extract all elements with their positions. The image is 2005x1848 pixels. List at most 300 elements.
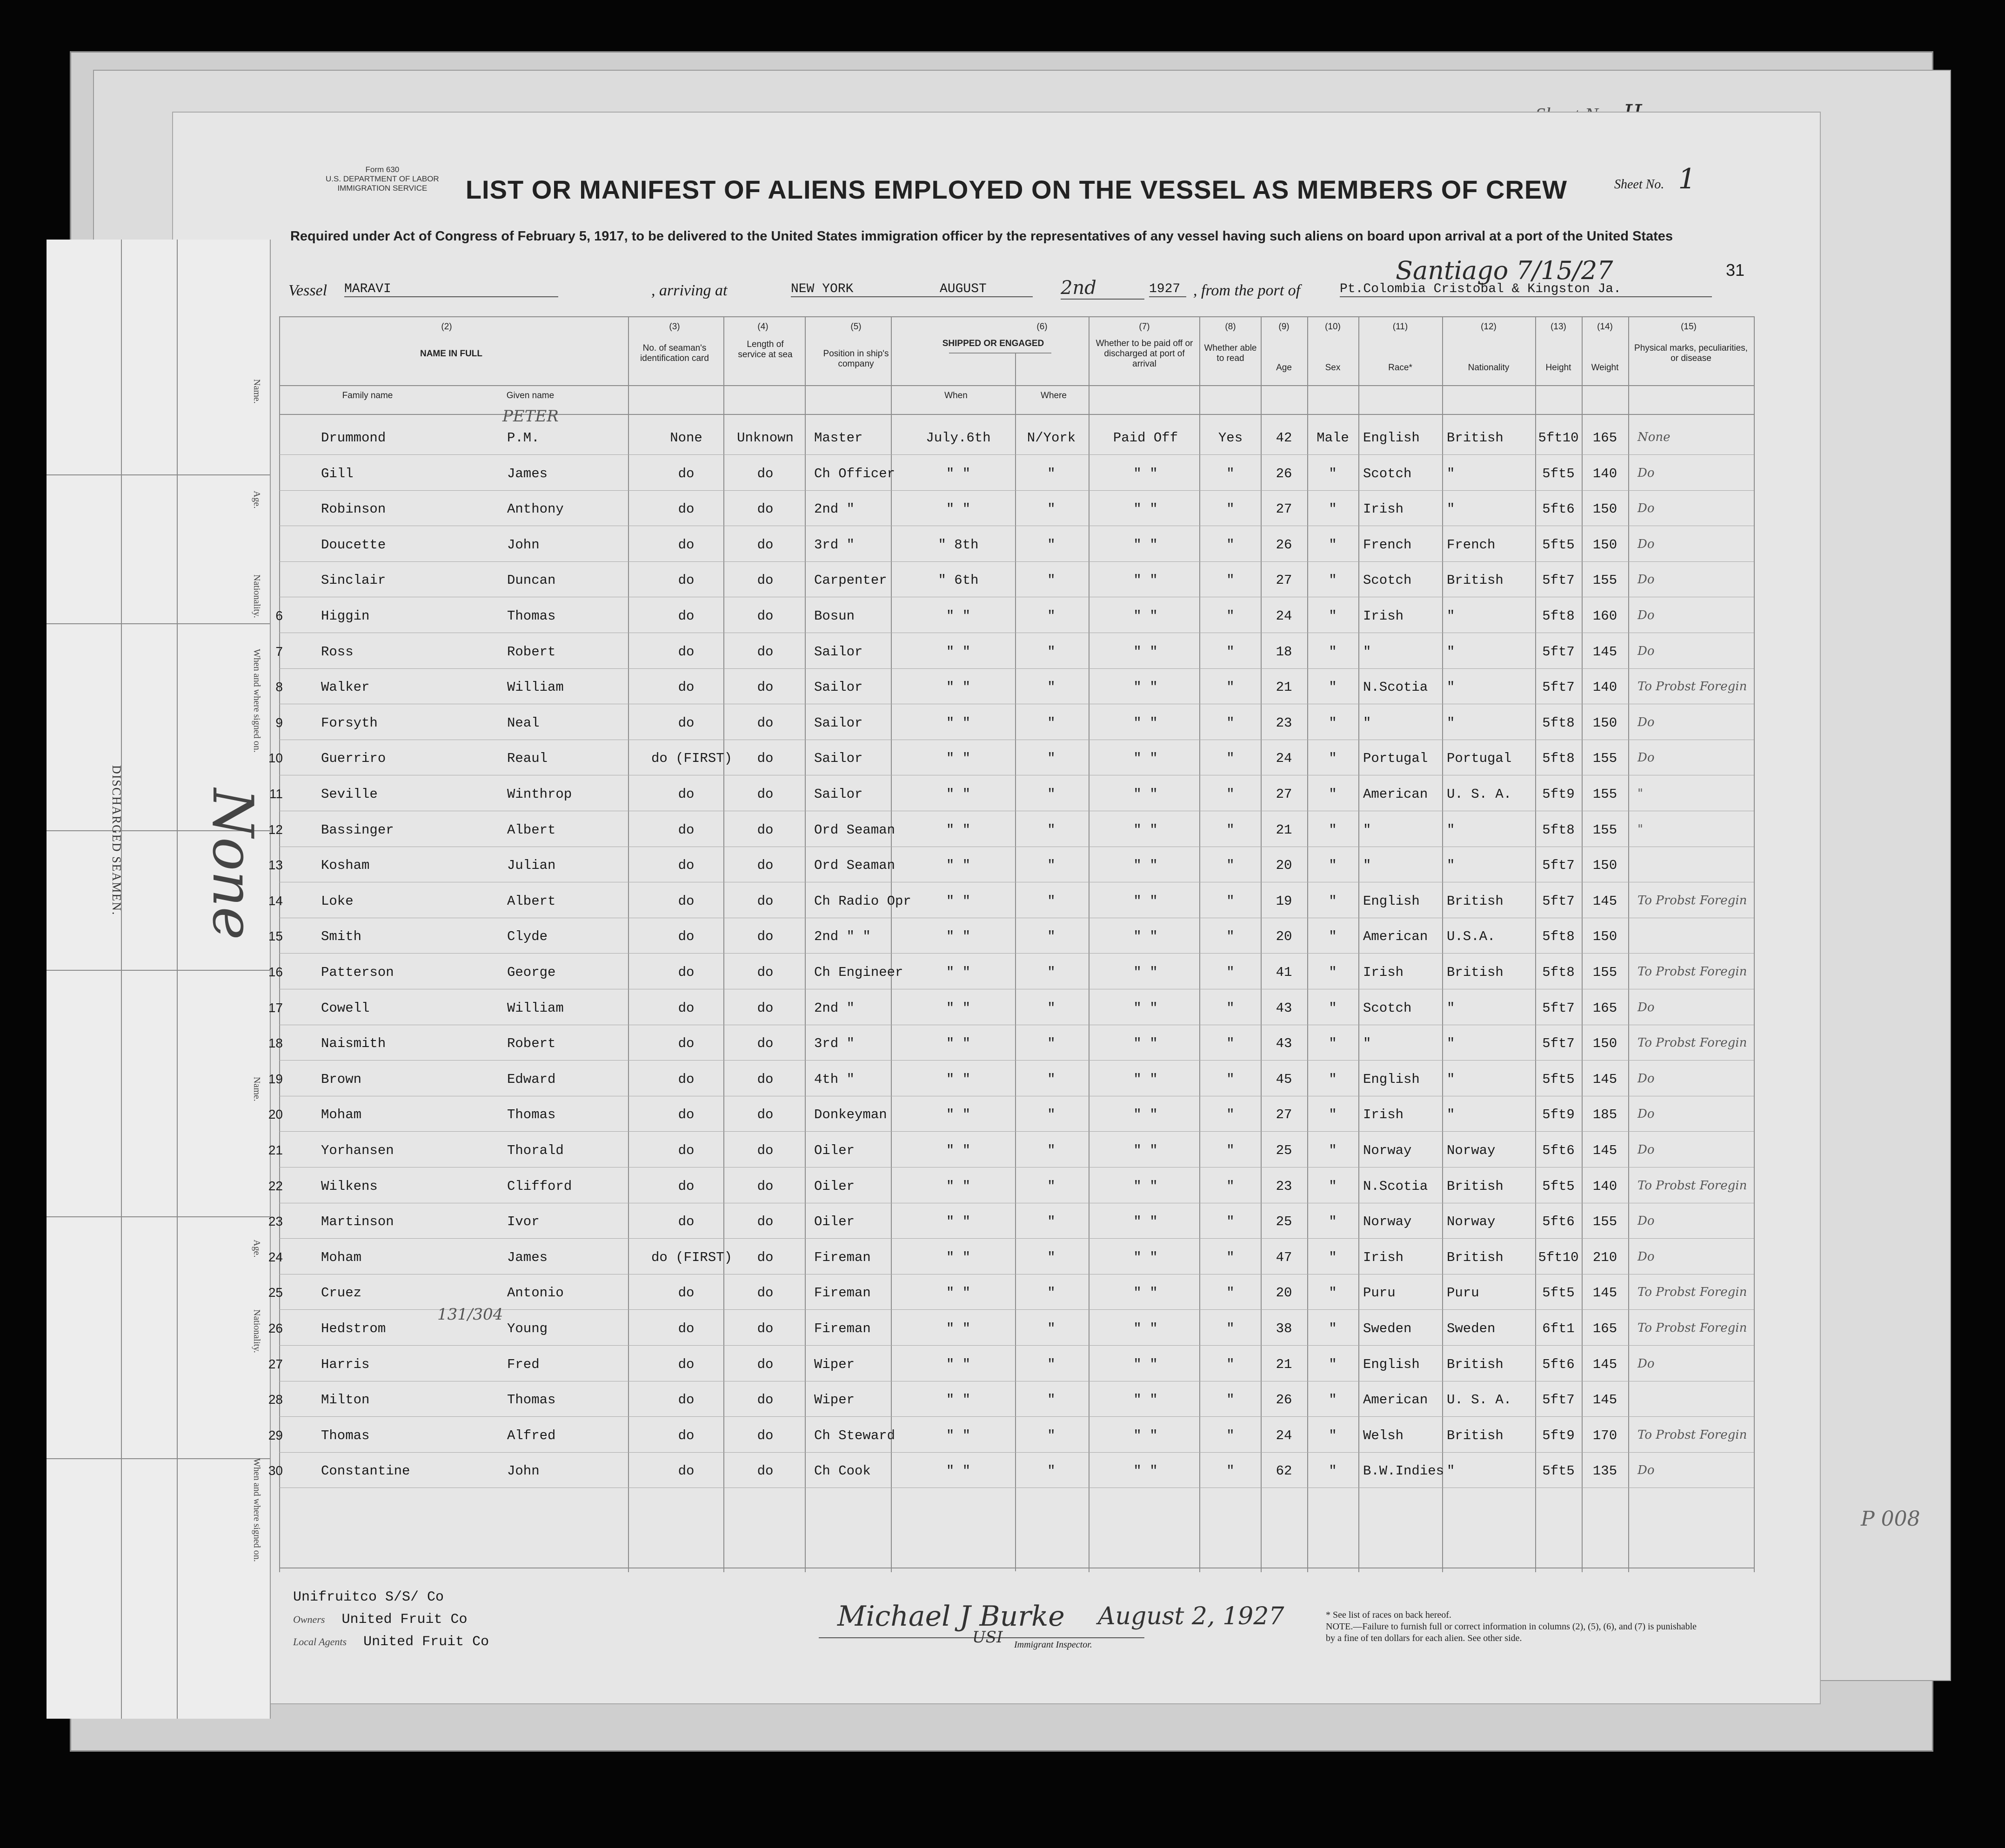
cell-marks: Do [1637, 1143, 1655, 1157]
cell-id: do [678, 1214, 695, 1230]
cell-nationality: " [1447, 466, 1455, 481]
cell-id: do [678, 1392, 695, 1408]
cell-height: 5ft8 [1542, 965, 1575, 980]
cell-race: Scotch [1363, 466, 1412, 481]
cell-family: Naismith [321, 1036, 386, 1052]
cell-age: 21 [1276, 1356, 1292, 1372]
cell-where: " [1047, 644, 1056, 660]
page-subtitle: Required under Act of Congress of February 5, 1917, to be delivered to the United States immigration officer by the representatives of any vessel having such aliens on board upon arrival at a port of the United States [290, 229, 1673, 244]
cell-position: 2nd " [814, 501, 855, 517]
cell-given: Winthrop [507, 787, 572, 802]
column-age: Age [1276, 363, 1292, 373]
cell-sex: " [1329, 1356, 1337, 1372]
row-number: 7 [275, 644, 283, 659]
cell-height: 5ft7 [1542, 858, 1575, 874]
row-number: 17 [268, 1000, 283, 1015]
table-row [279, 528, 1754, 564]
cell-read: " [1226, 929, 1235, 945]
table-row [268, 1419, 1754, 1455]
cell-read: " [1226, 965, 1235, 980]
column-paid: Whether to be paid off or discharged at port of arrival [1096, 339, 1193, 369]
cell-height: 5ft8 [1542, 929, 1575, 945]
cell-weight: 150 [1592, 858, 1617, 874]
cell-where: " [1047, 1071, 1056, 1087]
cell-weight: 165 [1592, 1000, 1617, 1016]
cell-age: 43 [1276, 1036, 1292, 1052]
cell-when: " 6th [938, 573, 979, 588]
cell-family: Yorhansen [321, 1143, 394, 1158]
cell-read: " [1226, 501, 1235, 517]
cell-marks: Do [1637, 1071, 1655, 1086]
cell-sex: " [1329, 1285, 1337, 1301]
table-row [268, 991, 1754, 1027]
cell-read: " [1226, 1356, 1235, 1372]
cell-race: " [1363, 1036, 1371, 1052]
cell-weight: 185 [1592, 1107, 1617, 1123]
row-number: 10 [268, 751, 283, 766]
cell-nationality: " [1447, 608, 1455, 624]
cell-length: do [757, 787, 774, 802]
cell-family: Patterson [321, 965, 394, 980]
cell-marks: To Probst Foregin [1637, 893, 1747, 907]
cell-length: do [757, 1428, 774, 1443]
cell-age: 25 [1276, 1143, 1292, 1158]
cell-id: do [678, 1428, 695, 1443]
cell-paid: Paid Off [1113, 430, 1178, 446]
cell-when: " " [946, 1356, 971, 1372]
cell-position: Fireman [814, 1249, 871, 1265]
cell-nationality: " [1447, 1071, 1455, 1087]
cell-paid: " " [1133, 1214, 1158, 1230]
cell-given: Anthony [507, 501, 564, 517]
cell-length: do [757, 893, 774, 909]
cell-sex: " [1329, 537, 1337, 553]
cell-weight: 150 [1592, 537, 1617, 553]
footer-line: Owners United Fruit Co [293, 1612, 468, 1628]
cell-height: 5ft5 [1542, 466, 1575, 481]
row-number: 26 [268, 1321, 283, 1335]
cell-marks: Do [1637, 1249, 1655, 1264]
cell-read: " [1226, 608, 1235, 624]
cell-nationality: British [1447, 573, 1504, 588]
cell-given: Ivor [507, 1214, 540, 1230]
cell-position: Ord Seaman [814, 858, 896, 874]
cell-read: " [1226, 1107, 1235, 1123]
cell-height: 5ft5 [1542, 537, 1575, 553]
cell-race: Irish [1363, 1249, 1404, 1265]
cell-where: " [1047, 1107, 1056, 1123]
cell-race: B.W.Indies [1363, 1463, 1444, 1479]
cell-nationality: U. S. A. [1447, 787, 1512, 802]
cell-given: Albert [507, 893, 556, 909]
cell-marks: " [1637, 787, 1643, 801]
cell-given: James [507, 1249, 548, 1265]
cell-nationality: " [1447, 1036, 1455, 1052]
cell-read: " [1226, 751, 1235, 767]
cell-marks: To Probst Foregin [1637, 1321, 1747, 1335]
cell-age: 24 [1276, 751, 1292, 767]
cell-sex: " [1329, 1107, 1337, 1123]
inspector-signature: Michael J Burke [837, 1600, 1065, 1633]
cell-marks: Do [1637, 1214, 1655, 1228]
cell-nationality: British [1447, 1249, 1504, 1265]
cell-length: do [757, 1000, 774, 1016]
cell-weight: 160 [1592, 608, 1617, 624]
cell-race: French [1363, 537, 1412, 553]
cell-marks: Do [1637, 501, 1655, 516]
cell-given-note: PETER [502, 407, 559, 426]
cell-marks: To Probst Foregin [1637, 1428, 1747, 1442]
column-position: Position in ship's company [823, 349, 889, 369]
cell-read: " [1226, 787, 1235, 802]
cell-when: " " [946, 1178, 971, 1194]
crew-table: (2) NAME IN FULL Family name Given name (3) No. of seaman's identification card (4) Length of service at sea (5) Position in ship's company (6) SHIPPED OR ENGAGED When Where (7) Whether to be paid off or discharged at port of arrival (8) Whether able to read (9) Age (10) Sex (11) Race* (12) Nationality (13) Height (14) Weight (15) Physical marks, peculiarities, or disease Drummond P.M. None Unknown Master July.6th N/York Paid Off Yes 42 Male English British 5ft10 165 None PETER Gill James do do Ch Officer " " " " " " 26 " Scotch " 5ft5 140 Do Robinson Anthony do do 2nd " " " " " " " 27 " Irish " 5ft6 150 Do Doucette John do do 3rd " " 8th " " " " 26 " French French 5ft5 150 Do Sinclair Duncan do do Carpenter " 6th " " " " 27 " Scotch British 5ft7 155 Do 6 Higgin Thomas do do Bosun " " " " " " 24 " Irish " 5ft8 160 Do 7 Ross Robert do do Sailor " " " " " " 18 " " " 5ft7 145 Do 8 Walker William do do Sailor " " " " " " 21 " N.Scotia " 5ft7 140 To Probst Foregin 9 Forsyth Neal do do Sailor " " " " " " 23 " " " 5ft8 150 Do 10 Guerriro Reaul do (FIRST) do Sailor " " " " " " 24 " Portugal Portugal 5ft8 155 Do 11 Seville Winthrop do do Sailor " " " " " " 27 " American U. S. A. 5ft9 155 " 12 Bassinger Albert do do Ord Seaman " " " " " " 21 " " " 5ft8 155 " 13 Kosham Julian do do Ord Seaman " " " " " " 20 " " " 5ft7 150 14 Loke Albert do do Ch Radio Opr " " " " " " 19 " English British 5ft7 145 To Probst Foregin 15 Smith Clyde do do 2nd " " " " " " " " 20 " American U.S.A. 5ft8 150 16 Patterson George do do Ch Engineer " " " " " " 41 " Irish British 5ft8 155 To Probst Foregin 17 Cowell William do do 2nd " " " " " " " 43 " Scotch " 5ft7 165 Do 18 Naismith Robert do do 3rd " " " " " " " 43 " " " 5ft7 150 To Probst Foregin 19 Brown Edward do do 4th " " " " " " " 45 " English " 5ft5 145 Do 20 Moham Thomas do do Donkeyman " " " " " " 27 " Irish " 5ft9 185 Do 21 Yorhansen Thorald do do Oiler " " " " " " 25 " Norway Norway 5ft6 145 Do 22 Wilkens Clifford do do Oiler " " " " " " 23 " N.Scotia British 5ft5 140 To Probst Foregin 23 Martinson Ivor do do Oiler " " " " " " 25 " Norway Norway 5ft6 155 Do 24 Moham James do (FIRST) do Fireman " " " " " " 47 " Irish British 5ft10 210 Do 25 Cruez Antonio do do Fireman " " " " " " 20 " Puru Puru 5ft5 145 To Probst Foregin 26 Hedstrom Young do do Fireman " " " " " " 38 " Sweden Sweden 6ft1 165 To Probst Foregin 131/304 27 Harris Fred do do Wiper " " " " " " 21 " English British 5ft6 145 Do 28 Milton Thomas do do Wiper " " " " " " 26 " American U. S. A. 5ft7 145 29 Thomas Alfred do do Ch Steward " " " " " " 24 " Welsh British 5ft9 170 To Probst Foregin 30 Constantine John do do Ch Cook " " " " " " 62 " B.W.Indies " 5ft5 135 Do [279, 316, 1754, 1577]
cell-nationality: " [1447, 1463, 1455, 1479]
row-number: 28 [268, 1392, 283, 1407]
cell-paid: " " [1133, 644, 1158, 660]
cell-age: 18 [1276, 644, 1292, 660]
cell-age: 25 [1276, 1214, 1292, 1230]
footer-line: Unifruitco S/S/ Co [293, 1589, 444, 1605]
cell-race: Scotch [1363, 1000, 1412, 1016]
cell-when: " " [946, 1392, 971, 1408]
cell-given-note: 131/304 [437, 1305, 503, 1324]
cell-position: Sailor [814, 751, 863, 767]
cell-sex: " [1329, 965, 1337, 980]
cell-position: Fireman [814, 1285, 871, 1301]
table-row [268, 1241, 1754, 1277]
cell-age: 27 [1276, 1107, 1292, 1123]
cell-family: Wilkens [321, 1178, 378, 1194]
cell-given: Robert [507, 1036, 556, 1052]
cell-paid: " " [1133, 537, 1158, 553]
cell-nationality: Puru [1447, 1285, 1479, 1301]
cell-id: do [678, 1143, 695, 1158]
cell-family: Forsyth [321, 715, 378, 731]
cell-when: " " [946, 1071, 971, 1087]
cell-marks: None [1637, 430, 1671, 444]
cell-where: " [1047, 893, 1056, 909]
row-number: 18 [268, 1036, 283, 1051]
cell-read: " [1226, 1392, 1235, 1408]
column-shipped: SHIPPED OR ENGAGED [942, 339, 1044, 348]
cell-paid: " " [1133, 1249, 1158, 1265]
cell-when: " " [946, 787, 971, 802]
cell-when: " " [946, 1428, 971, 1443]
cell-nationality: British [1447, 430, 1504, 446]
cell-nationality: U.S.A. [1447, 929, 1496, 945]
cell-age: 27 [1276, 787, 1292, 802]
cell-position: Oiler [814, 1178, 855, 1194]
cell-when: " " [946, 929, 971, 945]
cell-height: 5ft10 [1538, 1249, 1579, 1265]
cell-where: " [1047, 858, 1056, 874]
cell-where: " [1047, 1178, 1056, 1194]
cell-position: Carpenter [814, 573, 887, 588]
row-number: 30 [268, 1463, 283, 1478]
cell-id: do [678, 929, 695, 945]
cell-sex: " [1329, 1321, 1337, 1336]
cell-when: " " [946, 1463, 971, 1479]
cell-paid: " " [1133, 1356, 1158, 1372]
cell-paid: " " [1133, 1143, 1158, 1158]
cell-marks: To Probst Foregin [1637, 1178, 1747, 1193]
row-number: 27 [268, 1356, 283, 1371]
cell-weight: 145 [1592, 893, 1617, 909]
cell-sex: " [1329, 573, 1337, 588]
cell-when: " " [946, 822, 971, 838]
row-number: 29 [268, 1428, 283, 1442]
cell-where: " [1047, 1214, 1056, 1230]
cell-nationality: " [1447, 501, 1455, 517]
cell-given: Clyde [507, 929, 548, 945]
cell-where: " [1047, 1392, 1056, 1408]
table-row [268, 1305, 1754, 1348]
cell-position: Oiler [814, 1214, 855, 1230]
cell-sex: " [1329, 608, 1337, 624]
cell-weight: 165 [1592, 430, 1617, 446]
cell-length: do [757, 466, 774, 481]
cell-read: " [1226, 1249, 1235, 1265]
cell-where: N/York [1027, 430, 1076, 446]
cell-id: do [678, 1036, 695, 1052]
sheet-number: Sheet No. 1 [1614, 163, 1696, 195]
cell-weight: 150 [1592, 929, 1617, 945]
corner-number: 31 [1726, 260, 1745, 280]
cell-family: Drummond [321, 430, 386, 446]
cell-age: 24 [1276, 1428, 1292, 1443]
cell-height: 5ft9 [1542, 1428, 1575, 1443]
table-row [268, 741, 1754, 778]
cell-sex: " [1329, 644, 1337, 660]
cell-read: " [1226, 680, 1235, 695]
stub-label: Age. [252, 1240, 262, 1258]
cell-height: 5ft6 [1542, 1214, 1575, 1230]
cell-id: do (FIRST) [651, 1249, 733, 1265]
cell-height: 5ft8 [1542, 822, 1575, 838]
arrival-month: AUGUST [940, 282, 1033, 297]
cell-read: " [1226, 1071, 1235, 1087]
cell-sex: " [1329, 501, 1337, 517]
cell-length: do [757, 1107, 774, 1123]
cell-id: do [678, 501, 695, 517]
cell-paid: " " [1133, 1178, 1158, 1194]
row-number: 19 [268, 1071, 283, 1086]
cell-length: do [757, 608, 774, 624]
cell-read: " [1226, 573, 1235, 588]
cell-weight: 150 [1592, 715, 1617, 731]
cell-height: 5ft7 [1542, 1036, 1575, 1052]
cell-family: Cruez [321, 1285, 362, 1301]
cell-where: " [1047, 1000, 1056, 1016]
cell-where: " [1047, 822, 1056, 838]
cell-sex: " [1329, 929, 1337, 945]
cell-race: Scotch [1363, 573, 1412, 588]
cell-id: None [670, 430, 702, 446]
cell-race: " [1363, 858, 1371, 874]
cell-position: 3rd " [814, 1036, 855, 1052]
cell-given: Young [507, 1321, 548, 1336]
cell-id: do [678, 537, 695, 553]
cell-id: do [678, 1000, 695, 1016]
cell-marks: Do [1637, 1463, 1655, 1478]
cell-age: 47 [1276, 1249, 1292, 1265]
table-row [268, 1348, 1754, 1384]
cell-position: 2nd " [814, 1000, 855, 1016]
cell-family: Kosham [321, 858, 370, 874]
cell-position: Sailor [814, 680, 863, 695]
cell-id: do [678, 965, 695, 980]
cell-height: 5ft7 [1542, 680, 1575, 695]
cell-sex: " [1329, 1428, 1337, 1443]
cell-nationality: " [1447, 822, 1455, 838]
cell-sex: " [1329, 466, 1337, 481]
table-row [268, 1383, 1754, 1419]
cell-race: American [1363, 929, 1428, 945]
cell-position: Donkeyman [814, 1107, 887, 1123]
cell-race: N.Scotia [1363, 1178, 1428, 1194]
cell-where: " [1047, 1285, 1056, 1301]
cell-read: " [1226, 1428, 1235, 1443]
cell-nationality: Norway [1447, 1214, 1496, 1230]
cell-family: Constantine [321, 1463, 410, 1479]
cell-nationality: " [1447, 715, 1455, 731]
cell-race: English [1363, 893, 1420, 909]
cell-family: Higgin [321, 608, 370, 624]
cell-when: " " [946, 893, 971, 909]
row-number: 13 [268, 858, 283, 873]
cell-read: " [1226, 466, 1235, 481]
cell-age: 20 [1276, 1285, 1292, 1301]
cell-paid: " " [1133, 608, 1158, 624]
cell-race: English [1363, 1071, 1420, 1087]
cell-when: " " [946, 608, 971, 624]
cell-marks: Do [1637, 751, 1655, 765]
footer-note: * See list of races on back hereof. NOTE.—Failure to furnish full or correct information in columns (2), (5), (6), and (7) is punishable by a fine of ten dollars for each alien. See other side. [1326, 1610, 1697, 1643]
cell-height: 5ft5 [1542, 1463, 1575, 1479]
table-row [275, 635, 1754, 671]
table-row [268, 955, 1754, 992]
cell-weight: 210 [1592, 1249, 1617, 1265]
cell-race: Portugal [1363, 751, 1428, 767]
cell-length: do [757, 858, 774, 874]
cell-length: do [757, 929, 774, 945]
column-length: Length of service at sea [738, 340, 793, 360]
cell-paid: " " [1133, 1000, 1158, 1016]
column-weight: Weight [1591, 363, 1619, 373]
row-number: 14 [268, 893, 283, 908]
cell-id: do [678, 1071, 695, 1087]
cell-id: do [678, 680, 695, 695]
column-height: Height [1545, 363, 1571, 373]
row-number: 15 [268, 929, 283, 944]
cell-length: do [757, 501, 774, 517]
page-title: LIST OR MANIFEST OF ALIENS EMPLOYED ON THE VESSEL AS MEMBERS OF CREW [465, 175, 1568, 204]
cell-age: 26 [1276, 537, 1292, 553]
cell-age: 42 [1276, 430, 1292, 446]
cell-read: " [1226, 822, 1235, 838]
cell-given: Julian [507, 858, 556, 874]
cell-when: " " [946, 1143, 971, 1158]
cell-nationality: U. S. A. [1447, 1392, 1512, 1408]
cell-sex: " [1329, 787, 1337, 802]
cell-weight: 135 [1592, 1463, 1617, 1479]
cell-marks: " [1637, 822, 1643, 836]
cell-weight: 155 [1592, 573, 1617, 588]
cell-age: 23 [1276, 1178, 1292, 1194]
cell-sex: " [1329, 858, 1337, 874]
cell-given: John [507, 537, 540, 553]
cell-family: Sinclair [321, 573, 386, 588]
cell-race: American [1363, 1392, 1428, 1408]
cell-when: " " [946, 751, 971, 767]
cell-given: Thorald [507, 1143, 564, 1158]
footer-agents [293, 1586, 489, 1653]
cell-family: Loke [321, 893, 354, 909]
cell-nationality: British [1447, 1428, 1504, 1443]
cell-when: " " [946, 1285, 971, 1301]
cell-height: 5ft8 [1542, 751, 1575, 767]
table-row [268, 1027, 1754, 1063]
cell-length: do [757, 751, 774, 767]
cell-family: Milton [321, 1392, 370, 1408]
cell-family: Doucette [321, 537, 386, 553]
cell-when: " " [946, 644, 971, 660]
column-marks: Physical marks, peculiarities, or disease [1634, 343, 1748, 363]
row-number: 11 [269, 787, 283, 801]
cell-height: 5ft5 [1542, 1285, 1575, 1301]
table-row [268, 1205, 1754, 1241]
cell-family: Brown [321, 1071, 362, 1087]
cell-where: " [1047, 537, 1056, 553]
cell-given: Thomas [507, 608, 556, 624]
cell-read: " [1226, 1214, 1235, 1230]
cell-given: George [507, 965, 556, 980]
cell-race: Irish [1363, 965, 1404, 980]
cell-race: Sweden [1363, 1321, 1412, 1336]
cell-marks: Do [1637, 573, 1655, 587]
cell-paid: " " [1133, 1071, 1158, 1087]
table-row [268, 1062, 1754, 1099]
cell-where: " [1047, 787, 1056, 802]
cell-height: 5ft7 [1542, 1392, 1575, 1408]
cell-sex: " [1329, 1249, 1337, 1265]
table-row [279, 563, 1754, 600]
cell-given: Thomas [507, 1107, 556, 1123]
cell-read: " [1226, 893, 1235, 909]
cell-read: " [1226, 715, 1235, 731]
cell-position: Sailor [814, 787, 863, 802]
cell-paid: " " [1133, 1285, 1158, 1301]
column-where: Where [1041, 391, 1067, 400]
cell-race: Irish [1363, 1107, 1404, 1123]
cell-position: Wiper [814, 1392, 855, 1408]
cell-family: Robinson [321, 501, 386, 517]
cell-position: Sailor [814, 715, 863, 731]
cell-id: do (FIRST) [651, 751, 733, 767]
cell-age: 43 [1276, 1000, 1292, 1016]
cell-family: Walker [321, 680, 370, 695]
cell-id: do [678, 1356, 695, 1372]
cell-id: do [678, 1463, 695, 1479]
cell-given: Neal [507, 715, 540, 731]
cell-family: Hedstrom [321, 1321, 386, 1336]
table-row [275, 706, 1754, 742]
cell-position: Master [814, 430, 863, 446]
cell-when: " " [946, 715, 971, 731]
cell-where: " [1047, 965, 1056, 980]
cell-length: do [757, 965, 774, 980]
